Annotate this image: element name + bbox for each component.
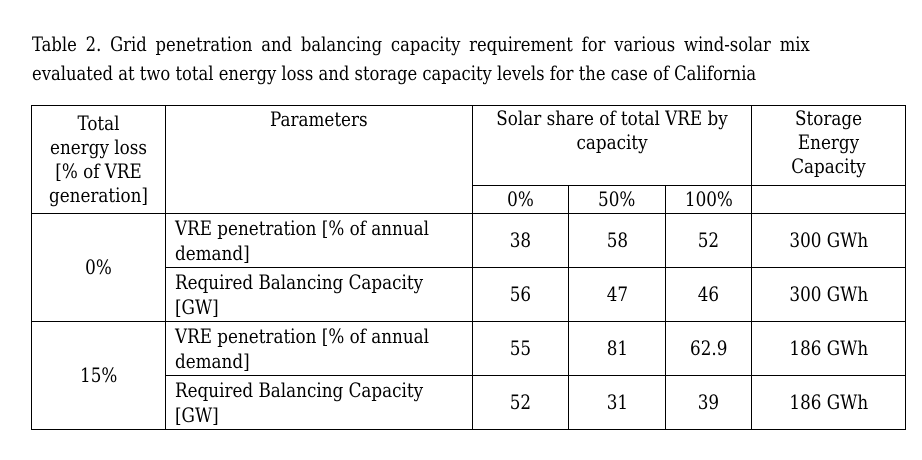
table-row — [32, 322, 906, 376]
parameter-cell: Required Balancing Capacity [GW] — [166, 376, 473, 430]
parameter-cell: VRE penetration [% of annual demand] — [166, 322, 473, 376]
loss-cell: 0% — [32, 214, 166, 322]
table-row — [32, 214, 906, 268]
value-cell: 58 — [569, 214, 666, 268]
value-cell: 31 — [569, 376, 666, 430]
caption-line-2: evaluated at two total energy loss and storage capacity levels for the case of California — [32, 62, 757, 85]
value-cell: 55 — [473, 322, 569, 376]
header-solar-share-0: 0% — [473, 186, 569, 214]
storage-cell: 186 GWh — [752, 322, 906, 376]
header-solar-share-50: 50% — [569, 186, 666, 214]
parameter-cell: Required Balancing Capacity [GW] — [166, 268, 473, 322]
table-caption — [32, 30, 810, 88]
parameter-cell: VRE penetration [% of annual demand] — [166, 214, 473, 268]
loss-cell: 15% — [32, 322, 166, 430]
header-parameters: Parameters — [166, 106, 473, 214]
value-cell: 62.9 — [666, 322, 752, 376]
caption-line-1: Table 2. Grid penetration and balancing capacity requirement for various wind-solar mix — [32, 33, 810, 56]
value-cell: 52 — [473, 376, 569, 430]
value-cell: 47 — [569, 268, 666, 322]
value-cell: 46 — [666, 268, 752, 322]
header-storage-capacity: Storage Energy Capacity — [752, 106, 906, 186]
value-cell: 52 — [666, 214, 752, 268]
header-row — [32, 106, 906, 186]
storage-cell: 186 GWh — [752, 376, 906, 430]
value-cell: 39 — [666, 376, 752, 430]
results-table — [31, 105, 906, 430]
storage-cell: 300 GWh — [752, 214, 906, 268]
header-solar-share: Solar share of total VRE by capacity — [473, 106, 752, 186]
value-cell: 56 — [473, 268, 569, 322]
storage-cell: 300 GWh — [752, 268, 906, 322]
header-total-energy-loss: Total energy loss [% of VRE generation] — [32, 106, 166, 214]
header-storage-empty — [752, 186, 906, 214]
value-cell: 81 — [569, 322, 666, 376]
value-cell: 38 — [473, 214, 569, 268]
header-solar-share-100: 100% — [666, 186, 752, 214]
